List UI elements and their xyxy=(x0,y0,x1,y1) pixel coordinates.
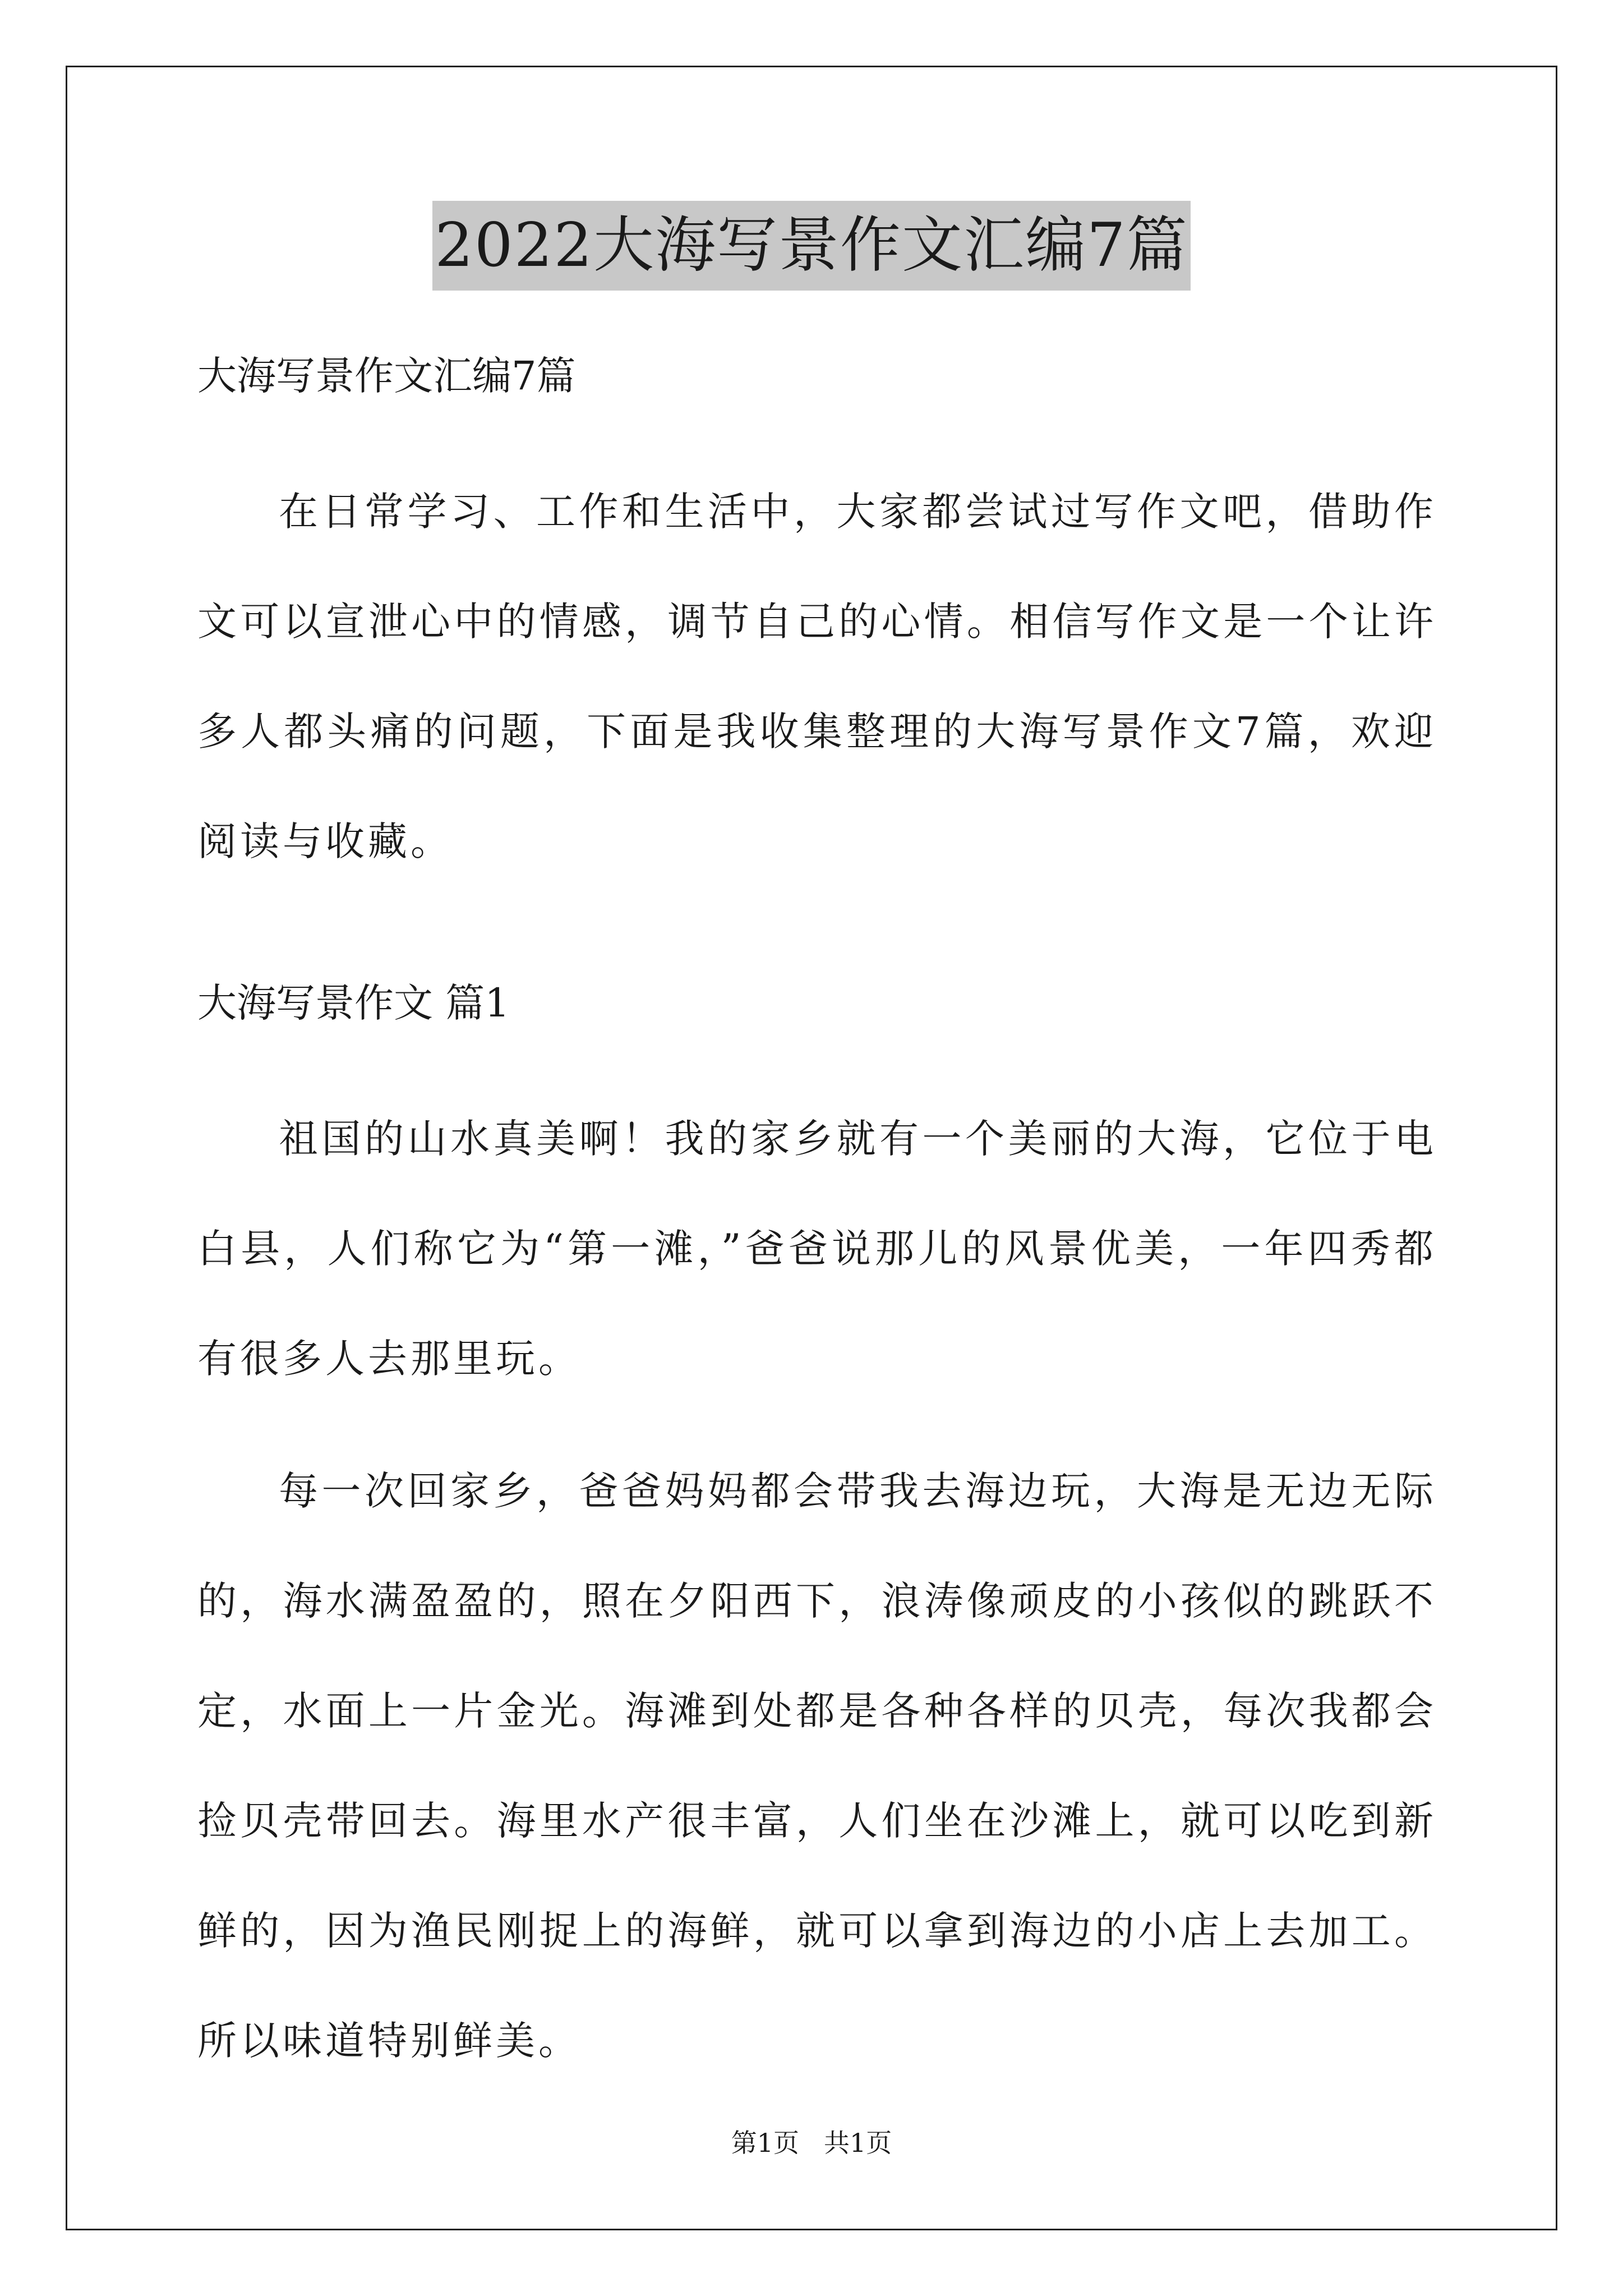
page-number-total: 共1页 xyxy=(824,2128,892,2158)
section-paragraph: 每一次回家乡，爸爸妈妈都会带我去海边玩，大海是无边无际的，海水满盈盈的，照在夕阳西下，浪涛像顽皮的小孩似的跳跃不定，水面上一片金光。海滩到处都是各种各样的贝壳，每次我都会捡贝壳带回去。海里水产很丰富，人们坐在沙滩上，就可以吃到新鲜的，因为渔民刚捉上的海鲜，就可以拿到海边的小店上去加工。所以味道特别鲜美。 xyxy=(197,1468,1437,2064)
intro-paragraph: 在日常学习、工作和生活中，大家都尝试过写作文吧，借助作文可以宣泄心中的情感，调节自己的心情。相信写作文是一个让许多人都头痛的问题，下面是我收集整理的大海写景作文7篇，欢迎阅读与收藏。 xyxy=(197,489,1437,864)
section-heading: 大海写景作文 篇1 xyxy=(197,980,510,1026)
document-body xyxy=(197,348,1437,2096)
section-paragraph: 祖国的山水真美啊！我的家乡就有一个美丽的大海，它位于电白县，人们称它为“第一滩，”爸爸说那儿的风景优美，一年四秀都有很多人去那里玩。 xyxy=(197,1116,1437,1382)
page-footer xyxy=(0,2126,1623,2160)
document-subtitle: 大海写景作文汇编7篇 xyxy=(197,353,576,399)
document-title: 2022大海写景作文汇编7篇 xyxy=(432,201,1191,291)
section-spacer xyxy=(197,896,1437,975)
title-container xyxy=(0,201,1623,291)
page-number-current: 第1页 xyxy=(731,2128,799,2158)
